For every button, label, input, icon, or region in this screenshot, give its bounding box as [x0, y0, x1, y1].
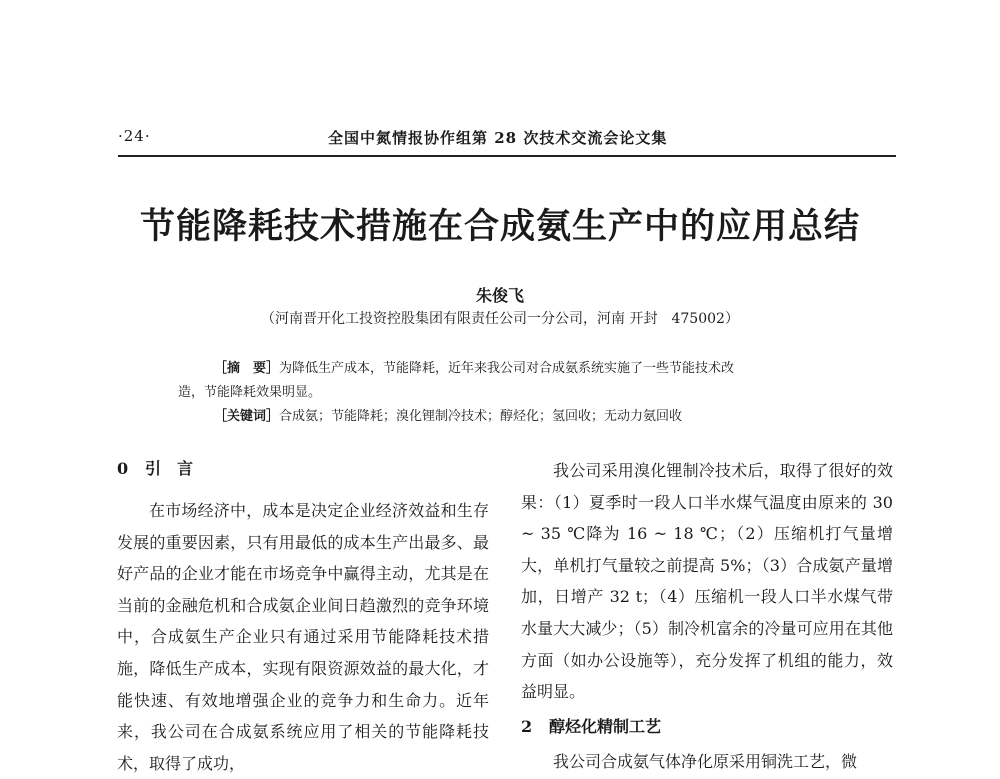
page-header — [118, 127, 896, 151]
section-2-paragraph: 我公司合成氨气体净化原采用铜洗工艺，微 — [553, 751, 858, 771]
paper-title: 节能降耗技术措施在合成氨生产中的应用总结 — [139, 206, 860, 247]
page-number: ·24· — [118, 127, 151, 145]
keywords-label: ［关键词］ — [214, 409, 280, 424]
abstract-line — [214, 357, 828, 381]
section-heading-intro — [117, 455, 489, 495]
running-head: 全国中氮情报协作组第 28 次技术交流会论文集 — [328, 129, 668, 147]
results-paragraph: 我公司采用溴化锂制冷技术后，取得了很好的效果：（1）夏季时一段人口半水煤气温度由原来的 30 ~ 35 ℃降为 16 ~ 18 ℃；（2）压缩机打气量增大，单机打气量较之前提高 5%；（3）合成氨产量增加，日增产 32 t；（4）压缩机一段人口半水煤气带水量大大减少；（5）制冷机富余的冷量可应用在其他方面（如办公设施等），充分发挥了机组的能力，效益明显。 — [521, 461, 893, 702]
author-affiliation: （河南晋开化工投资控股集团有限责任公司一分公司，河南 开封 475002） — [261, 311, 739, 327]
abstract-block — [178, 357, 828, 429]
abstract-text: 为降低生产成本，节能降耗，近年来我公司对合成氨系统实施了一些节能技术改 — [279, 361, 735, 376]
abstract-text-continued: 造，节能降耗效果明显。 — [178, 385, 322, 400]
author-name: 朱俊飞 — [475, 286, 524, 305]
keywords-text: 合成氨；节能降耗；溴化锂制冷技术；醇烃化；氢回收；无动力氨回收 — [279, 409, 683, 424]
section-number: 0 — [117, 459, 129, 478]
section-title: 醇烃化精制工艺 — [549, 716, 662, 736]
section-title: 引 言 — [145, 459, 194, 478]
abstract-label: ［摘 要］ — [214, 361, 280, 376]
section-heading-2 — [521, 708, 893, 746]
intro-paragraph: 在市场经济中，成本是决定企业经济效益和生存发展的重要因素，只有用最低的成本生产出最多、最好产品的企业才能在市场竞争中赢得主动，尤其是在当前的金融危机和合成氨企业间日趋激烈的竞争环境中，合成氨生产企业只有通过采用节能降耗技术措施，降低生产成本，实现有限资源效益的最大化，才能快速、有效地增强企业的竞争力和生命力。近年来，我公司在合成氨系统应用了相关的节能降耗技术，取得了成功， — [117, 501, 489, 773]
header-rule — [118, 155, 896, 157]
section-number: 2 — [521, 716, 533, 736]
keywords-line — [214, 405, 828, 429]
left-column — [117, 455, 489, 779]
right-column — [521, 455, 893, 777]
